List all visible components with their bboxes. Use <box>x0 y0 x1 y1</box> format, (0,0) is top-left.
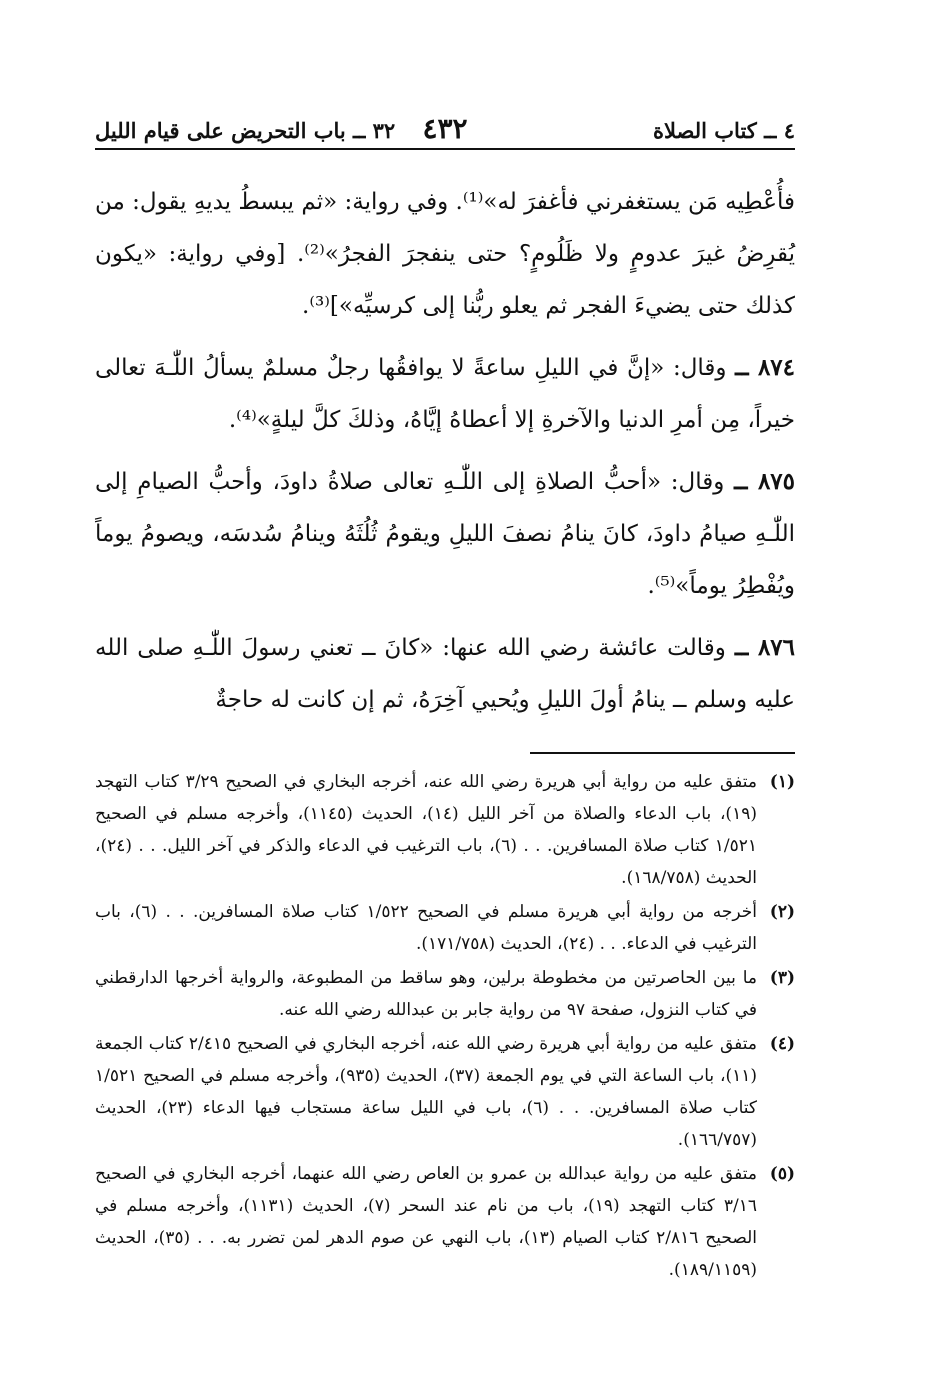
book-page <box>95 108 795 1288</box>
footnote-text: متفق عليه من رواية عبدالله بن عمرو بن العاص رضي الله عنهما، أخرجه البخاري في الصحيح ٣/١٦ كتاب التهجد (١٩)، باب من نام عند السحر (٧)، الحديث (١١٣١)، وأخرجه مسلم في الصحيح ٢/٨١٦ كتاب الصيام (١٣)، باب النهي عن صوم الدهر لمن تضرر به. . . (٣٥)، الحديث (١٨٩/١١٥٩). <box>95 1164 758 1280</box>
hadith-number: ٨٧٦ ــ <box>734 634 796 661</box>
footnote-text: أخرجه من رواية أبي هريرة مسلم في الصحيح ١/٥٢٢ كتاب صلاة المسافرين. . . (٦)، باب الترغيب في الدعاء. . . (٢٤)، الحديث (١٧١/٧٥٨). <box>95 902 757 954</box>
footnote-text: متفق عليه من رواية أبي هريرة رضي الله عنه، أخرجه البخاري في الصحيح ٣/٢٩ كتاب التهجد (١٩)، باب الدعاء والصلاة من آخر الليل (١٤)، الحديث (١١٤٥)، وأخرجه مسلم في الصحيح ١/٥٢١ كتاب صلاة المسافرين. . . (٦)، باب الترغيب في الدعاء والذكر في آخر الليل. . . (٢٤)، الحديث (١٦٨/٧٥٨). <box>95 772 757 888</box>
chapter-title: ٣٢ ــ باب التحريض على قيام الليل <box>95 118 396 143</box>
footnote <box>95 1028 795 1156</box>
footnotes <box>95 766 795 1286</box>
running-header <box>95 108 795 150</box>
main-text <box>95 176 795 726</box>
footnote-number: (٢) <box>769 902 795 922</box>
footnote-separator <box>530 752 795 754</box>
footnote <box>95 766 795 894</box>
paragraph <box>95 176 795 332</box>
hadith-number: ٨٧٥ ــ <box>734 468 795 495</box>
footnote-number: (١) <box>769 772 795 792</box>
paragraph <box>95 456 795 612</box>
paragraph-text: وقالت عائشة رضي الله عنها: «كانَ ــ تعني رسولَ اللّٰـهِ صلى الله عليه وسلم ــ ينامُ أولَ الليلِ ويُحيي آخِرَهُ، ثم إن كانت له حاجةٌ <box>95 635 795 713</box>
footnote <box>95 962 795 1026</box>
footnote-number: (٣) <box>769 968 795 988</box>
paragraph-text: فأُعْطِيه مَن يستغفرني فأغفرَ له»⁽¹⁾. وفي رواية: «ثم يبسطُ يديهِ يقول: من يُقرِضُ غيرَ عدومٍ ولا ظَلُومٍ؟ حتى ينفجرَ الفجرُ»⁽²⁾. [وفي رواية: «يكون كذلك حتى يضيءَ الفجر ثم يعلو ربُّنا إلى كرسيِّه»]⁽³⁾. <box>95 189 796 319</box>
footnote-text: متفق عليه من رواية أبي هريرة رضي الله عنه، أخرجه البخاري في الصحيح ٢/٤١٥ كتاب الجمعة (١١)، باب الساعة التي في يوم الجمعة (٣٧)، الحديث (٩٣٥)، وأخرجه مسلم في الصحيح ١/٥٢١ كتاب صلاة المسافرين. . . (٦)، باب في الليل ساعة مستجاب فيها الدعاء (٢٣)، الحديث (١٦٦/٧٥٧). <box>95 1034 758 1150</box>
footnote <box>95 1158 795 1286</box>
book-title: ٤ ــ كتاب الصلاة <box>653 118 795 143</box>
footnote-number: (٥) <box>769 1164 795 1184</box>
paragraph-text: وقال: «أحبُّ الصلاةِ إلى اللّٰـهِ تعالى صلاةُ داودَ، وأحبُّ الصيامِ إلى اللّٰـهِ صيامُ داودَ، كانَ ينامُ نصفَ الليلِ ويقومُ ثُلُثَهُ وينامُ سُدسَه، ويصومُ يوماً ويُفْطِرُ يوماً»⁽⁵⁾. <box>95 469 795 599</box>
page-number: ٤٣٢ <box>422 112 468 145</box>
footnote-text: ما بين الحاصرتين من مخطوطة برلين، وهو ساقط من المطبوعة، والرواية أخرجها الدارقطني في كتاب النزول، صفحة ٩٧ من رواية جابر بن عبدالله رضي الله عنه. <box>95 968 757 1020</box>
footnote <box>95 896 795 960</box>
paragraph <box>95 622 795 726</box>
paragraph-text: وقال: «إنَّ في الليلِ ساعةً لا يوافقُها رجلٌ مسلمٌ يسألُ اللّٰـهَ تعالى خيراً، مِن أمرِ الدنيا والآخرةِ إلا أعطاهُ إيَّاهُ، وذلكَ كلَّ ليلةٍ»⁽⁴⁾. <box>95 355 795 433</box>
hadith-number: ٨٧٤ ــ <box>735 354 796 381</box>
paragraph <box>95 342 795 446</box>
footnote-number: (٤) <box>769 1034 795 1054</box>
